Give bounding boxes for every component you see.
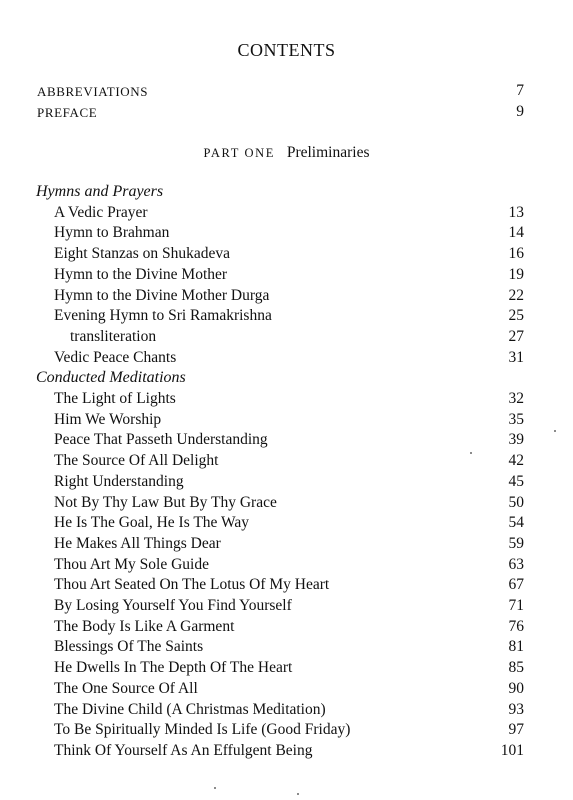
front-matter-row (0, 82, 573, 103)
entry-title: He Is The Goal, He Is The Way (54, 514, 250, 532)
entry-title: The Body Is Like A Garment (54, 617, 235, 635)
entry-title: PREFACE (37, 105, 98, 120)
part-name: Preliminaries (286, 144, 370, 161)
toc-entry (0, 597, 573, 618)
part-heading (0, 144, 573, 162)
toc-entry (0, 287, 573, 308)
entry-title: Thou Art My Sole Guide (54, 555, 209, 573)
page-number: 50 (508, 493, 524, 511)
page-number: 14 (508, 224, 524, 242)
toc-entry (0, 556, 573, 577)
entry-title: Thou Art Seated On The Lotus Of My Heart (54, 576, 330, 594)
page-number: 45 (508, 472, 524, 490)
entry-title: He Makes All Things Dear (54, 534, 221, 552)
entry-title: Him We Worship (54, 410, 162, 428)
page-number: 27 (508, 327, 524, 345)
paper-speck (297, 793, 299, 795)
entry-title: The Divine Child (A Christmas Meditation) (54, 700, 326, 718)
toc-entry (0, 390, 573, 411)
page-number: 13 (508, 203, 524, 221)
toc-entry (0, 638, 573, 659)
page-number: 42 (508, 452, 524, 470)
page-number: 71 (508, 597, 524, 614)
entry-title: Right Understanding (54, 472, 184, 490)
entry-title: Hymn to Brahman (54, 224, 170, 242)
entry-title: Think Of Yourself As An Effulgent Being (54, 741, 313, 759)
entry-title: Hymn to the Divine Mother Durga (54, 286, 270, 304)
entry-title: Vedic Peace Chants (54, 348, 177, 366)
entry-title: Blessings Of The Saints (54, 638, 204, 656)
page-number: 39 (508, 431, 524, 449)
page-number: 59 (508, 534, 524, 552)
page-number: 90 (508, 679, 524, 697)
front-matter-row (0, 103, 573, 124)
toc-entry (0, 494, 573, 515)
paper-speck (554, 430, 556, 432)
page-number: 7 (516, 82, 524, 99)
entry-title: The One Source Of All (54, 679, 198, 697)
toc-entry (0, 431, 573, 452)
entry-title: Eight Stanzas on Shukadeva (54, 245, 231, 263)
entry-title: transliteration (70, 327, 157, 345)
toc-entry (0, 411, 573, 432)
page-number: 22 (508, 286, 524, 304)
toc-entry (0, 224, 573, 245)
page-number: 101 (500, 741, 524, 759)
part-label: PART ONE (203, 146, 275, 160)
page-number: 97 (508, 721, 524, 739)
page-number: 63 (508, 555, 524, 573)
page-number: 16 (508, 245, 524, 263)
section-heading: Conducted Meditations (36, 369, 186, 387)
toc-entry (0, 618, 573, 639)
page-number: 19 (508, 265, 524, 283)
toc-entry (0, 721, 573, 742)
toc-entry (0, 514, 573, 535)
entry-title: A Vedic Prayer (54, 203, 148, 221)
toc-entry (0, 535, 573, 556)
toc-entry (0, 701, 573, 722)
page-number: 54 (508, 514, 524, 532)
entry-title: Not By Thy Law But By Thy Grace (54, 493, 277, 511)
toc-entry (0, 266, 573, 287)
entry-title: Hymn to the Divine Mother (54, 265, 228, 283)
toc-entry (0, 349, 573, 370)
page-number: 85 (508, 659, 524, 677)
paper-speck (214, 787, 216, 789)
toc-entry (0, 328, 573, 349)
toc-entry (0, 204, 573, 225)
toc-entry (0, 659, 573, 680)
paper-speck (470, 452, 472, 454)
entry-title: ABBREVIATIONS (37, 84, 149, 99)
page-number: 31 (508, 348, 524, 366)
page-number: 76 (508, 617, 524, 635)
page-number: 25 (508, 307, 524, 325)
page-title: CONTENTS (237, 40, 336, 60)
page-number: 81 (508, 638, 524, 656)
page-number: 35 (508, 410, 524, 428)
toc-entry (0, 680, 573, 701)
page-number: 67 (508, 576, 524, 594)
page-number: 32 (508, 390, 524, 407)
page-number: 93 (508, 700, 524, 718)
toc-entry (0, 307, 573, 328)
toc-entry (0, 473, 573, 494)
entry-title: The Source Of All Delight (54, 452, 219, 470)
entry-title: The Light of Lights (54, 390, 176, 407)
entry-title: He Dwells In The Depth Of The Heart (54, 659, 293, 677)
entry-title: To Be Spiritually Minded Is Life (Good Friday) (54, 721, 351, 739)
entry-title: Evening Hymn to Sri Ramakrishna (54, 307, 272, 325)
toc-entry (0, 245, 573, 266)
page-number: 9 (516, 103, 524, 120)
section-heading: Hymns and Prayers (36, 183, 164, 200)
toc-entry (0, 576, 573, 597)
entry-title: Peace That Passeth Understanding (54, 431, 268, 449)
toc-entry (0, 452, 573, 473)
toc-entry (0, 742, 573, 763)
entry-title: By Losing Yourself You Find Yourself (54, 597, 292, 614)
